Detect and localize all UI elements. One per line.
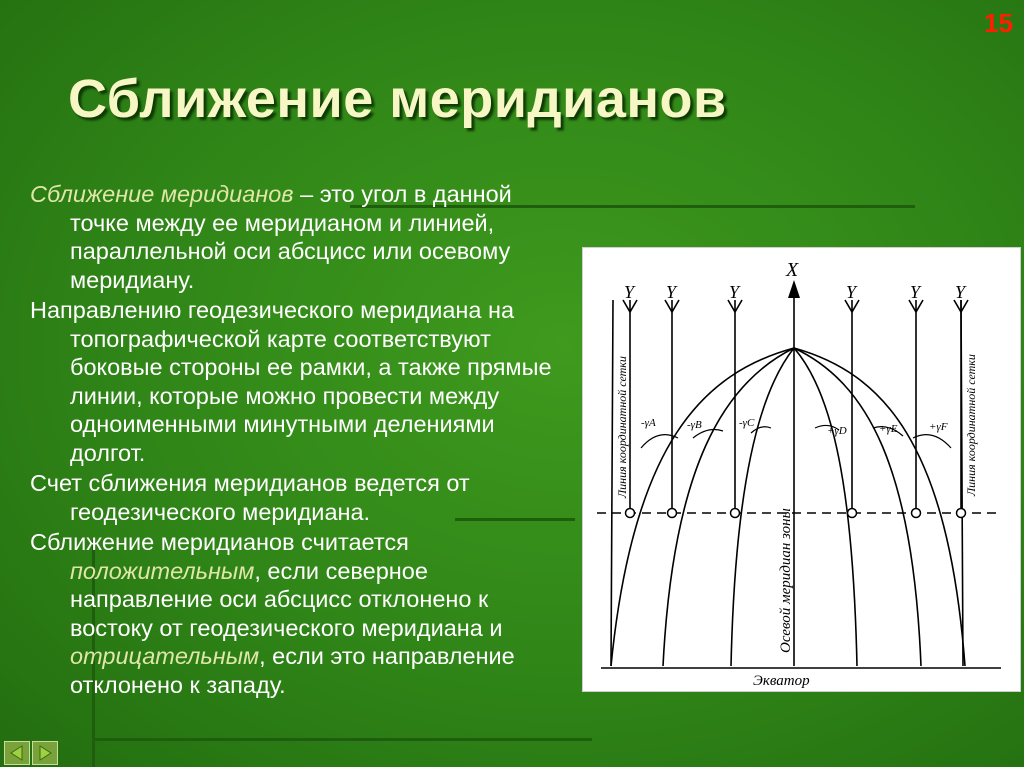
y-label: Y	[729, 282, 740, 302]
arrow-right-icon	[36, 744, 54, 762]
angle-arc-f	[913, 435, 951, 448]
slide-navigation	[4, 741, 58, 765]
y-label: Y	[666, 282, 677, 302]
arrow-left-icon	[8, 744, 26, 762]
right-grid-line-label: Линия координатной сетки	[964, 354, 978, 496]
meridian-curve-1	[611, 348, 794, 666]
paragraph-definition	[30, 180, 570, 294]
axial-meridian-label: Осевой меридиан зоны	[778, 508, 794, 653]
left-grid-line	[611, 300, 613, 666]
paragraph-sign-rule	[30, 528, 570, 699]
intersection-point	[957, 509, 966, 518]
left-grid-line-label: Линия координатной сетки	[615, 356, 629, 498]
intersection-point	[731, 509, 740, 518]
paragraph-geodetic-direction: Направлению геодезического меридиана на топографической карте соответствуют боковые стороны ее рамки, а также прямые линии, которые можно провести между одноименными минутными делениями долгот.	[30, 297, 552, 466]
angle-label-a: -γA	[641, 417, 656, 429]
meridian-curve-5	[794, 348, 921, 666]
next-slide-button[interactable]	[32, 741, 58, 765]
meridian-curve-6	[794, 348, 965, 666]
angle-label-d: +γD	[827, 425, 847, 437]
y-label: Y	[910, 282, 921, 302]
slide-title: Сближение меридианов	[68, 69, 727, 129]
meridian-curve-2	[663, 348, 794, 666]
meridian-curve-4	[794, 348, 857, 666]
definition-text: – это угол в данной точке между ее меридианом и линией, параллельной оси абсцисс или осевому меридиану.	[70, 181, 512, 293]
equator-label: Экватор	[753, 673, 810, 689]
angle-label-e: +γE	[879, 423, 898, 435]
term-highlight: Сближение меридианов	[30, 181, 294, 207]
sign-rule-text-2: , если северное направление оси абсцисс отклонено к востоку от геодезического меридиана и	[70, 557, 503, 641]
x-axis-label: X	[786, 259, 799, 281]
paragraph-counting: Счет сближения меридианов ведется от геодезического меридиана.	[30, 470, 470, 525]
angle-label-f: +γF	[929, 421, 948, 433]
decor-line-bottom	[92, 738, 592, 741]
angle-label-b: -γB	[687, 419, 702, 431]
y-label: Y	[624, 282, 635, 302]
intersection-point	[912, 509, 921, 518]
page-number: 15	[984, 8, 1013, 38]
x-axis-arrowhead	[788, 280, 800, 298]
prev-slide-button[interactable]	[4, 741, 30, 765]
meridian-convergence-diagram	[582, 247, 1021, 692]
negative-term: отрицательным	[70, 643, 260, 669]
intersection-point	[848, 509, 857, 518]
sign-rule-text-1: Сближение меридианов считается	[30, 529, 409, 555]
y-label: Y	[955, 282, 966, 302]
angle-label-c: -γC	[739, 417, 755, 429]
positive-term: положительным	[70, 557, 255, 584]
intersection-point	[668, 509, 677, 518]
y-label: Y	[846, 282, 857, 302]
diagram-svg	[583, 248, 1020, 691]
sign-rule-text-3: , если это направление отклонено к западу.	[70, 643, 515, 698]
body-text	[30, 180, 570, 701]
intersection-point	[626, 509, 635, 518]
